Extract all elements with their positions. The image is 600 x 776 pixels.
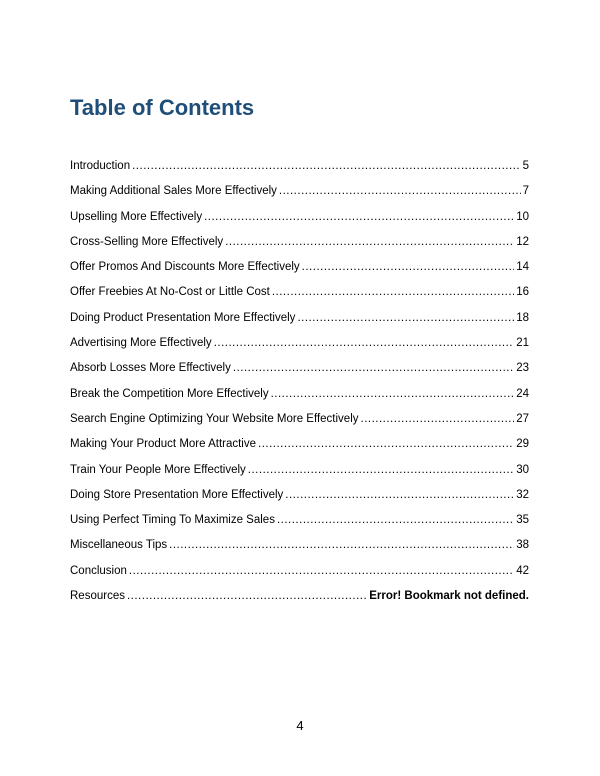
- toc-entry-label: Upselling More Effectively: [70, 210, 203, 223]
- toc-entry-page: 24: [516, 387, 529, 400]
- toc-entry-advertising[interactable]: [70, 331, 529, 356]
- toc-entry-page: 27: [516, 412, 529, 425]
- toc-entry-page-error: Error! Bookmark not defined.: [369, 590, 529, 603]
- toc-entry-absorb-losses[interactable]: [70, 356, 529, 381]
- dot-leader: [271, 382, 515, 407]
- toc-entry-promos-discounts[interactable]: [70, 255, 529, 280]
- toc-entry-page: 5: [522, 160, 529, 172]
- dot-leader: [272, 280, 514, 305]
- toc-entry-label: Using Perfect Timing To Maximize Sales: [70, 514, 275, 527]
- toc-entry-cross-selling[interactable]: [70, 230, 529, 255]
- toc-entry-label: Introduction: [70, 160, 131, 172]
- toc-entry-upselling[interactable]: [70, 205, 529, 230]
- dot-leader: [248, 458, 514, 483]
- toc-entry-page: 10: [516, 210, 529, 223]
- toc-list: [70, 154, 529, 609]
- toc-entry-product-presentation[interactable]: [70, 306, 529, 331]
- dot-leader: [279, 179, 521, 204]
- dot-leader: [132, 154, 520, 179]
- dot-leader: [233, 356, 514, 381]
- toc-entry-product-attractive[interactable]: [70, 432, 529, 457]
- dot-leader: [361, 407, 515, 432]
- toc-entry-miscellaneous-tips[interactable]: [70, 533, 529, 558]
- dot-leader: [169, 533, 514, 558]
- toc-entry-page: 32: [516, 488, 529, 501]
- toc-entry-label: Offer Freebies At No-Cost or Little Cost: [70, 286, 270, 299]
- toc-entry-perfect-timing[interactable]: [70, 508, 529, 533]
- toc-entry-page: 29: [516, 438, 529, 451]
- toc-entry-train-people[interactable]: [70, 458, 529, 483]
- toc-entry-page: 7: [522, 185, 529, 198]
- toc-entry-break-competition[interactable]: [70, 382, 529, 407]
- toc-entry-page: 23: [516, 362, 529, 375]
- toc-entry-label: Resources: [70, 590, 125, 603]
- toc-entry-page: 18: [516, 311, 529, 324]
- toc-entry-label: Conclusion: [70, 564, 127, 577]
- toc-title: Table of Contents: [70, 95, 255, 120]
- toc-entry-label: Offer Promos And Discounts More Effectively: [70, 261, 300, 274]
- toc-entry-resources[interactable]: [70, 584, 529, 609]
- dot-leader: [302, 255, 515, 280]
- toc-entry-store-presentation[interactable]: [70, 483, 529, 508]
- toc-entry-page: 42: [516, 564, 529, 577]
- dot-leader: [129, 559, 514, 584]
- toc-entry-page: 21: [516, 337, 529, 350]
- toc-entry-label: Doing Product Presentation More Effectively: [70, 311, 296, 324]
- toc-entry-label: Advertising More Effectively: [70, 337, 212, 350]
- dot-leader: [127, 584, 367, 609]
- toc-entry-page: 14: [516, 261, 529, 274]
- toc-entry-seo[interactable]: [70, 407, 529, 432]
- toc-entry-label: Search Engine Optimizing Your Website More Effectively: [70, 412, 359, 425]
- page-number: 4: [296, 718, 304, 733]
- toc-entry-page: 30: [516, 463, 529, 476]
- toc-entry-freebies[interactable]: [70, 280, 529, 305]
- toc-entry-conclusion[interactable]: [70, 559, 529, 584]
- toc-entry-label: Doing Store Presentation More Effectively: [70, 488, 284, 501]
- toc-entry-label: Miscellaneous Tips: [70, 539, 168, 552]
- dot-leader: [285, 483, 514, 508]
- dot-leader: [214, 331, 515, 356]
- toc-entry-label: Train Your People More Effectively: [70, 463, 246, 476]
- toc-entry-label: Making Your Product More Attractive: [70, 438, 257, 451]
- toc-entry-label: Making Additional Sales More Effectively: [70, 185, 277, 198]
- toc-entry-label: Absorb Losses More Effectively: [70, 362, 231, 375]
- toc-entry-page: 38: [516, 539, 529, 552]
- toc-entry-page: 16: [516, 286, 529, 299]
- dot-leader: [297, 306, 514, 331]
- dot-leader: [225, 230, 514, 255]
- dot-leader: [277, 508, 514, 533]
- toc-entry-page: 12: [516, 235, 529, 248]
- toc-entry-label: Break the Competition More Effectively: [70, 387, 269, 400]
- toc-entry-label: Cross-Selling More Effectively: [70, 235, 224, 248]
- dot-leader: [204, 205, 514, 230]
- toc-entry-page: 35: [516, 514, 529, 527]
- toc-entry-making-additional-sales[interactable]: [70, 179, 529, 204]
- toc-entry-introduction[interactable]: [70, 154, 529, 179]
- dot-leader: [258, 432, 514, 457]
